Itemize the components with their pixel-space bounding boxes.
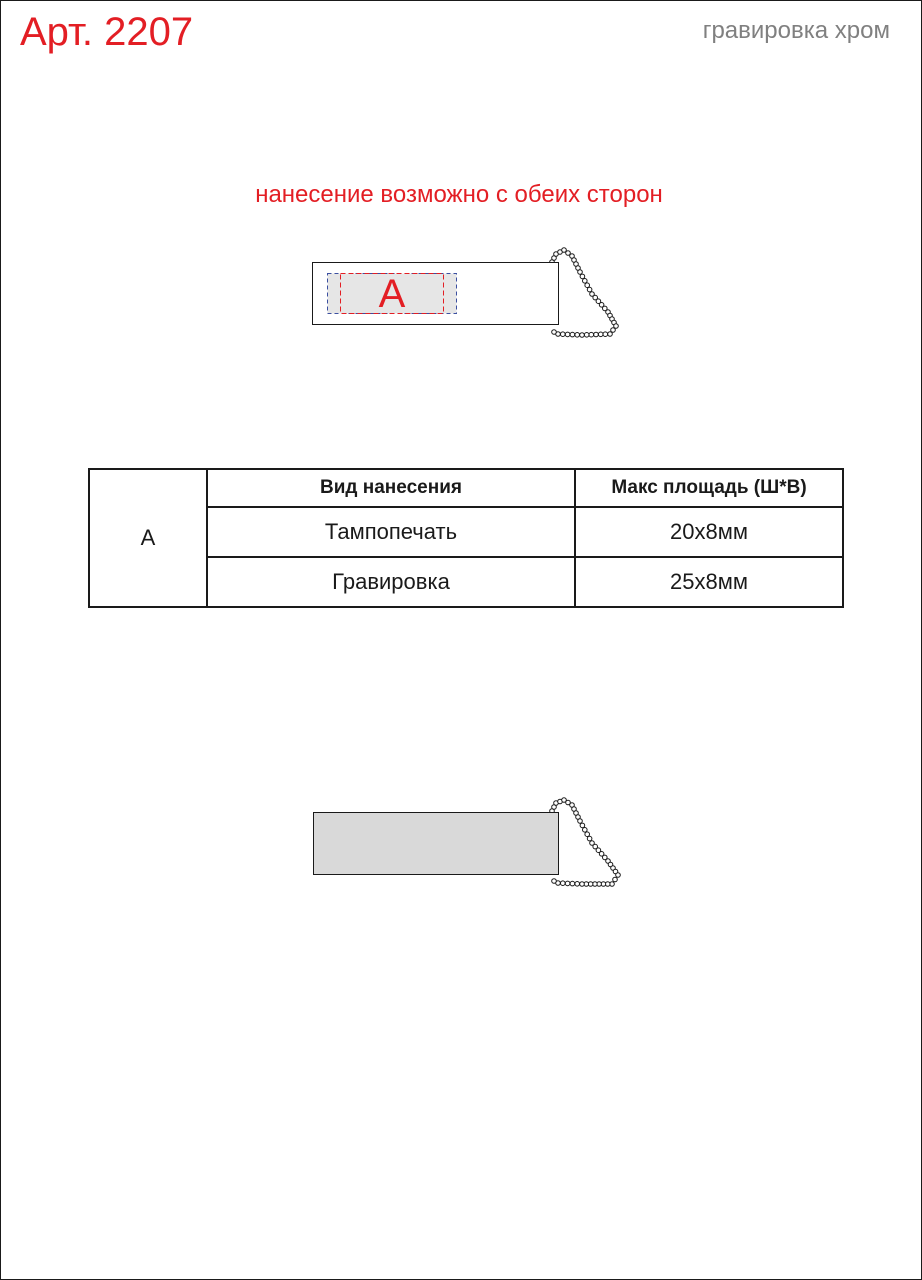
- chain-ball: [587, 836, 592, 841]
- method-cell: Тампопечать: [207, 507, 575, 557]
- product-drawing-back: [312, 797, 622, 889]
- print-zone-letter: A: [378, 272, 406, 316]
- keychain-back-svg: [312, 797, 622, 889]
- chain-ball: [613, 877, 618, 882]
- chain-ball: [575, 882, 580, 887]
- chain-ball: [584, 333, 589, 338]
- chain-ball: [616, 873, 621, 878]
- both-sides-note: нанесение возможно с обеих сторон: [255, 181, 663, 208]
- chain-ball: [575, 333, 580, 338]
- chain-ball: [585, 283, 590, 288]
- chain-ball: [589, 332, 594, 337]
- chain-ball: [608, 332, 613, 337]
- chain-ball: [570, 881, 575, 886]
- chain-ball: [583, 279, 588, 284]
- chain-ball: [587, 287, 592, 292]
- chain-ball: [578, 819, 583, 824]
- area-cell: 20x8мм: [575, 507, 843, 557]
- chain-ball: [580, 333, 585, 338]
- chain-ball: [570, 332, 575, 337]
- chain-ball: [561, 332, 566, 337]
- chain-ball: [565, 881, 570, 886]
- method-cell: Гравировка: [207, 557, 575, 607]
- chain-ball: [580, 823, 585, 828]
- chain-ball: [585, 832, 590, 837]
- area-cell: 25x8мм: [575, 557, 843, 607]
- application-type: гравировка хром: [702, 17, 890, 44]
- article-title: Арт. 2207: [20, 10, 194, 54]
- chain-ball: [552, 330, 557, 335]
- chain-ball: [583, 828, 588, 833]
- ball-chain: [550, 798, 621, 887]
- zone-letter-cell: A: [89, 469, 207, 607]
- chain-ball: [603, 332, 608, 337]
- chain-ball: [561, 881, 566, 886]
- chain-ball: [578, 270, 583, 275]
- chain-ball: [552, 879, 557, 884]
- column-header-area: Макс площадь (Ш*В): [575, 469, 843, 507]
- chain-ball: [580, 882, 585, 887]
- chain-ball: [580, 274, 585, 279]
- spec-table: [88, 468, 844, 608]
- chain-ball: [598, 332, 603, 337]
- chain-ball: [594, 332, 599, 337]
- ball-chain: [550, 248, 619, 338]
- chain-ball: [565, 332, 570, 337]
- column-header-method: Вид нанесения: [207, 469, 575, 507]
- plate-body: [314, 813, 559, 875]
